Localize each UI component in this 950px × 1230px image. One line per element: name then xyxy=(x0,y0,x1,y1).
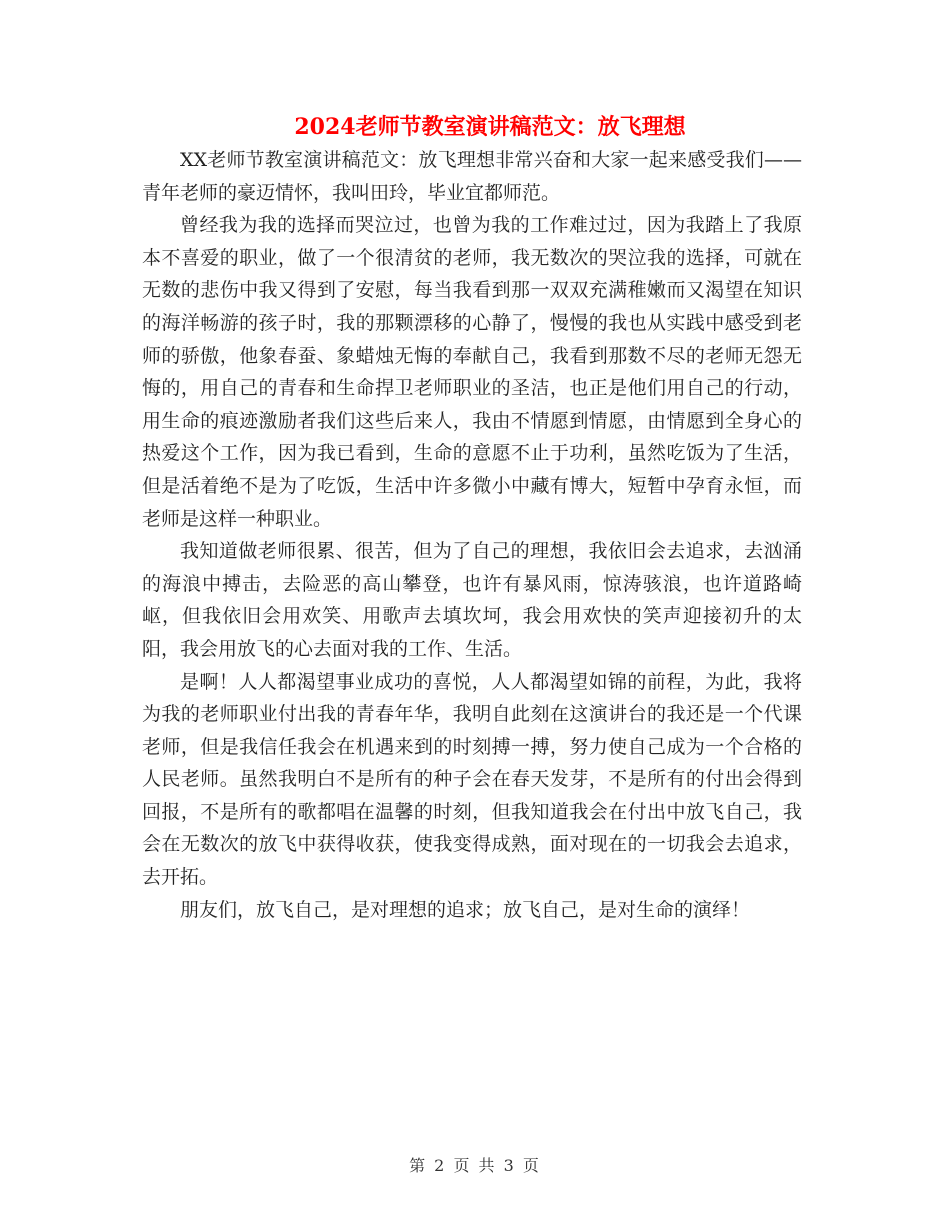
paragraph: 我知道做老师很累、很苦，但为了自己的理想，我依旧会去追求，去汹涌的海浪中搏击，去险恶的高山攀登，也许有暴风雨，惊涛骇浪，也许道路崎岖，但我依旧会用欢笑、用歌声去填坎坷，我会用欢快的笑声迎接初升的太阳，我会用放飞的心去面对我的工作、生活。 xyxy=(142,540,802,660)
page-number-footer: 第 2 页 共 3 页 xyxy=(409,1156,541,1175)
paragraph: 是啊！人人都渴望事业成功的喜悦，人人都渴望如锦的前程，为此，我将为我的老师职业付出我的青春年华，我明自此刻在这演讲台的我还是一个代课老师，但是我信任我会在机遇来到的时刻搏一搏，努力使自己成为一个合格的人民老师。虽然我明白不是所有的种子会在春天发芽，不是所有的付出会得到回报，不是所有的歌都唱在温馨的时刻，但我知道我会在付出中放飞自己，我会在无数次的放飞中获得收获，使我变得成熟，面对现在的一切我会去追求，去开拓。 xyxy=(142,670,802,889)
paragraph: 朋友们，放飞自己，是对理想的追求；放飞自己，是对生命的演绎！ xyxy=(180,898,751,921)
paragraph: 曾经我为我的选择而哭泣过，也曾为我的工作难过过，因为我踏上了我原本不喜爱的职业，做了一个很清贫的老师，我无数次的哭泣我的选择，可就在无数的悲伤中我又得到了安慰，每当我看到那一双双充满稚嫩而又渴望在知识的海洋畅游的孩子时，我的那颗漂移的心静了，慢慢的我也从实践中感受到老师的骄傲，他象春蚕、象蜡烛无悔的奉献自己，我看到那数不尽的老师无怨无悔的，用自己的青春和生命捍卫老师职业的圣洁，也正是他们用自己的行动，用生命的痕迹激励者我们这些后来人，我由不情愿到情愿，由情愿到全身心的热爱这个工作，因为我已看到，生命的意愿不止于功利，虽然吃饭为了生活，但是活着绝不是为了吃饭，生活中许多微小中藏有博大，短暂中孕育永恒，而老师是这样一种职业。 xyxy=(142,214,802,530)
paragraph: XX老师节教室演讲稿范文：放飞理想非常兴奋和大家一起来感受我们——青年老师的豪迈情怀，我叫田玲，毕业宜都师范。 xyxy=(142,149,802,204)
document-title: 2024老师节教室演讲稿范文：放飞理想 xyxy=(294,114,686,140)
document-body xyxy=(142,144,802,926)
